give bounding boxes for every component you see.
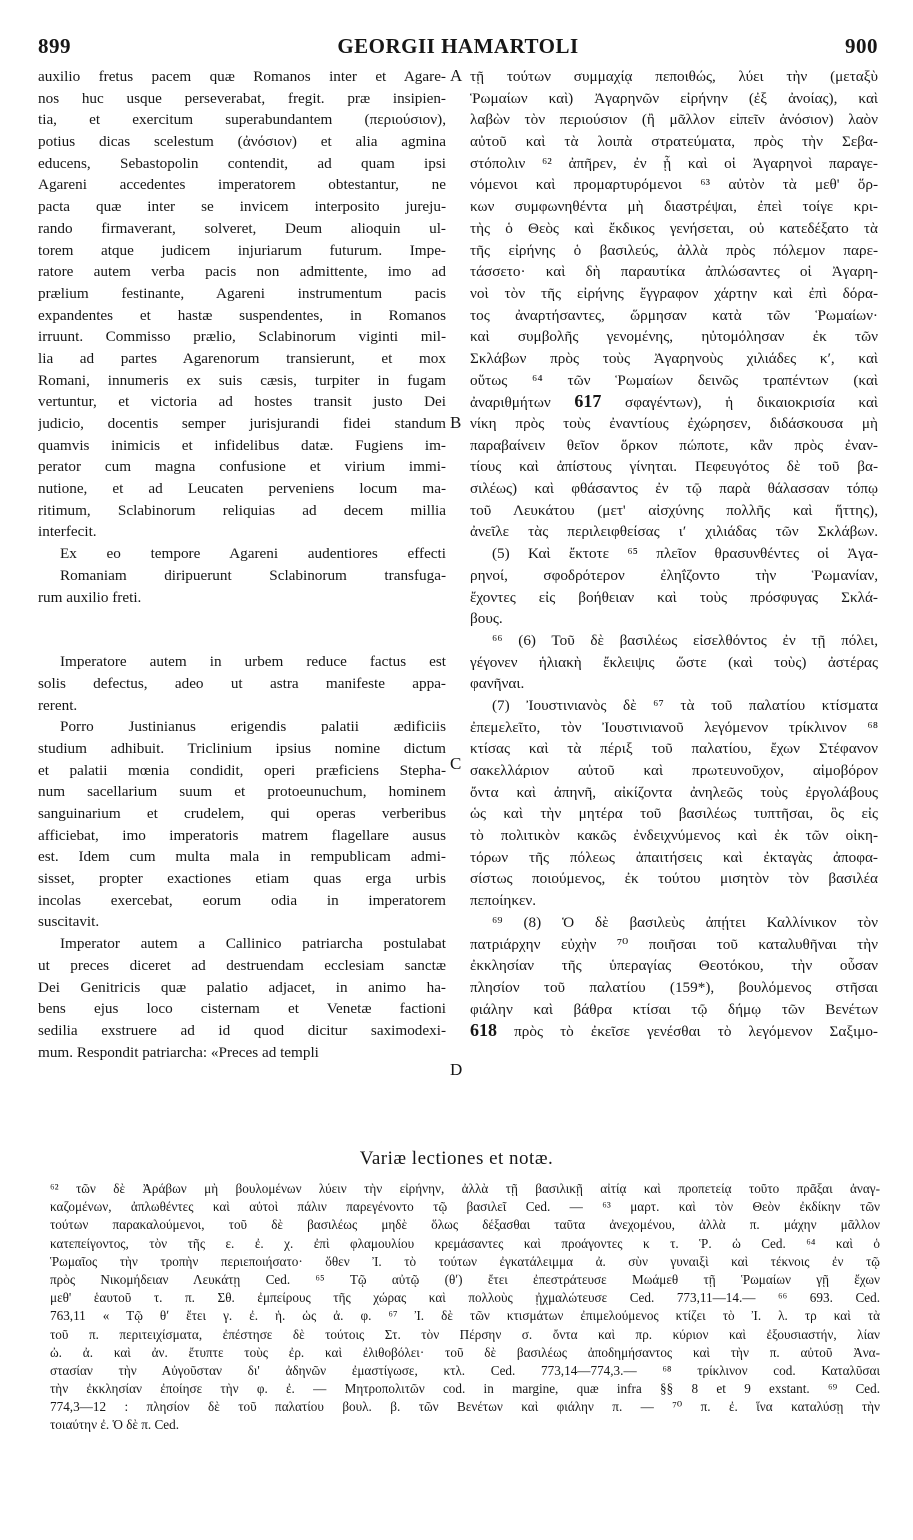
greek-text-line: κτίσας καὶ τὰ πέριξ τοῦ παλατίου, ἔχων Στέφανον: [470, 740, 878, 758]
footnote-line: τούτων παρακαλούμενοι, τοῦ δὲ βασιλέως μηδὲ ὅλως δέξασθαι ταῦτα ἀνεχομένου, ἀλλὰ π. μάχην μᾶλλον: [50, 1217, 880, 1233]
greek-text-line: ἀνεῖλε τὰς περιλειφθείσας ιʹ χιλιάδας τῶν Σκλάβων.: [470, 523, 878, 541]
footnote-line: Ῥωμαῖος τὴν τροπὴν περιεποιήσατο· ὅθεν Ἰ. τὸ τούτων ἐγκατάλειμμα ἀ. σὺν γυναιξὶ καὶ τέκνοις ἐν τῷ: [50, 1253, 880, 1269]
paragraph-gap: [38, 608, 446, 651]
greek-text-line: ἔχοντες εἰς βοήθειαν καὶ τοὺς πρόσφυγας Σκλά-: [470, 588, 878, 606]
margin-page-number: 618: [470, 1020, 497, 1041]
latin-column: [38, 66, 446, 1063]
latin-text-line: num sacellarium suum et protoeunuchum, hominem: [38, 783, 446, 801]
latin-text-line: lia ad partes Agarenorum transierunt, et mox: [38, 349, 446, 367]
latin-text-line: potius dicas scelestum (ἀνόσιον) et alia agmina: [38, 133, 446, 151]
margin-letter-d: D: [450, 1060, 463, 1079]
footnote-line: τοιαύτην ἐ. Ὁ δὲ π. Ced.: [50, 1417, 180, 1433]
page-number-left: 899: [38, 34, 71, 58]
greek-column: [470, 66, 878, 1042]
greek-text-line: ἐπεμελεῖτο, τὸν Ἰουστινιανοῦ λεγόμενον τρίκλινον ⁶⁸: [470, 718, 878, 736]
latin-text-line: irruunt. Commisso prælio, Sclabinorum viginti mil-: [38, 328, 446, 346]
latin-text-line: Romani, innumeris ex suis cæsis, turpiter in fugam: [38, 371, 446, 389]
latin-text-line: sedilia exstruere ad id quod dicitur saximodexi-: [38, 1021, 446, 1039]
footnote-line: στασίαν τὴν Αὐγοῦσταν δι' ἀδηνῶν ἐμαστίγωσε, κτλ. Ced. 773,14—774,3.— ⁶⁸ τρίκλινον cod. Καταλῦσαι: [50, 1362, 880, 1378]
greek-text-line: πλησίον τοῦ παλατίου (159*), βουλόμενος στῆσαι: [470, 978, 878, 996]
footnote-line: τὴν ἐκκλησίαν ἐποίησε τὴν φ. ἐ. — Μητροπολιτῶν cod. in margine, quæ infra §§ 8 et 9 exstant. ⁶⁹ Ced.: [50, 1381, 880, 1397]
latin-text-line: sanguinarium et crudelem, qui operas verberibus: [38, 805, 446, 822]
latin-text-line: rando firmaverant, solveret, Deum alioquin ul-: [38, 219, 446, 237]
greek-text-line: βους.: [470, 610, 503, 628]
footnote-line: πρὸς Νικομήδειαν Λευκάτῃ Ced. ⁶⁵ Τῷ αὐτῷ (θʹ) ἔτει ἐπεστράτευσε Μωάμεθ τῇ Ῥωμαίων γῇ ἔχων: [50, 1271, 880, 1287]
latin-text-line: quamvis inimicis et infidelibus datæ. Fugiens im-: [38, 436, 446, 454]
latin-text-line: torem atque judicem injuriarum futurum. Impe-: [38, 241, 446, 259]
greek-text-line: τῇ τούτων συμμαχίᾳ πεποιθώς, λύει τὴν (μεταξὺ: [470, 68, 878, 85]
latin-text-line: studium adhibuit. Triclinium ipsius nomine dictum: [38, 739, 446, 757]
latin-text-line: sisset, propter exactiones etiam quas erga urbis: [38, 870, 446, 888]
greek-text-line: σιλέως) καὶ φθάσαντος ἐν τῷ παρὰ θάλασσαν τόπῳ: [470, 480, 878, 498]
latin-text-line: interfecit.: [38, 523, 97, 541]
latin-text-line: judicio, docentis semper jurisjurandi fidei standum: [38, 415, 446, 432]
greek-text-line: τόρων τῆς πόλεως ἀπαιτήσεις καὶ ἐκταγὰς ἀποφα-: [470, 848, 878, 866]
greek-text-line: τος ἀναρτήσαντες, ὥρμησαν κατὰ τῶν Ῥωμαίων·: [470, 306, 878, 324]
latin-text-line: rum auxilio freti.: [38, 588, 142, 606]
greek-text-line: ρηνοί, σφοδρότερον ἐληΐζοντο τὴν Ῥωμανίαν,: [470, 566, 878, 584]
greek-text-line: οὕτως ⁶⁴ τῶν Ῥωμαίων δεινῶς τραπέντων (καὶ: [470, 371, 878, 389]
latin-text-line: afficiebat, imo imperatoris matrem flagellare ausus: [38, 826, 446, 844]
latin-text-line: ut preces diceret ad destruendam ecclesiam sanctæ: [38, 956, 446, 974]
greek-text-line: Ῥωμαίων καὶ) Ἀγαρηνῶν εἰρήνην (ἐξ ἀνοίας), καὶ: [470, 89, 878, 107]
greek-text-line: παραβαίνειν θεῖον ὅρκον πώποτε, κἂν πρὸς ἐναν-: [470, 436, 878, 454]
footnote-line: καζομένων, ἀπλωθέντες καὶ αὐτοὶ πάλιν παρεγένοντο τῷ βασιλεῖ Ced. — ⁶³ μαρτ. καὶ τὸν Θεὸν ἐκδίκην τῶν: [50, 1199, 880, 1215]
latin-text-line: prælium festinante, Agareni instrumentum pacis: [38, 284, 446, 302]
latin-text-line: pacta quæ inter se invicem interposito jureju-: [38, 198, 446, 216]
footnote-line: 763,11 « Τῷ θʹ ἔτει γ. ἐ. ἡ. ὡς ἀ. φ. ⁶⁷ Ἰ. δὲ τῶν κτισμάτων ἐπιμελούμενος κτίζει τὸ Ἰ. λ. τρ καὶ τὰ: [50, 1308, 880, 1324]
footnote-line: ὠ. ἀ. καὶ ἀν. ἔτυπτε τοὺς ἐρ. καὶ ἐλιθοβόλει· τοῦ δὲ βασιλέως ἀποδημήσαντος καὶ τὴν π. αὐτοῦ Ἀνα-: [50, 1344, 880, 1360]
latin-text-line: ratore autem verba pacis non admittente, imo ad: [38, 263, 446, 281]
margin-page-number: 617: [574, 391, 602, 412]
greek-text-line: τάσσετο· καὶ δὴ παραυτίκα ἀπλώσαντες οἱ Ἀγαρη-: [470, 263, 878, 281]
greek-text-line: στόπολιν ⁶² ἀπῆρεν, ἐν ᾗ καὶ οἱ Ἀγαρηνοὶ παραγε-: [470, 154, 878, 172]
latin-text-line: auxilio fretus pacem quæ Romanos inter et Agare-: [38, 68, 446, 85]
latin-text-line: mum. Respondit patriarcha: «Preces ad templi: [38, 1043, 319, 1061]
latin-text-line: vertuntur, et victoria ad hostes transit justo Dei: [38, 393, 446, 411]
greek-text-line: ὄντα καὶ ἀπηνῆ, αἰκίζοντα ἀνηλεῶς τοὺς ἐργολάβους: [470, 783, 878, 801]
greek-text-line: τὴς ὁ Θεὸς καὶ ἔκδικος γενήσεται, οὐ κατεδέξατο τὰ: [470, 219, 878, 237]
latin-text-line: Imperatore autem in urbem reduce factus est: [60, 653, 446, 671]
latin-text-line: Imperator autem a Callinico patriarcha postulabat: [60, 935, 446, 953]
greek-text-line: φανῆναι.: [470, 675, 525, 693]
greek-text-line: καὶ συμβολῆς γενομένης, ηὐτομόλησαν ἐκ τῶν: [470, 328, 878, 346]
latin-text-line: solis defectus, adeo ut astra manifeste appa-: [38, 674, 446, 692]
greek-text-line: τῆς εἰρήνης ὁ βασιλεύς, ἀλλὰ πρὸς πόλεμον παρε-: [470, 241, 878, 259]
margin-letter-c: C: [450, 754, 462, 773]
greek-text-line: νίκη πρὸς τοὺς ἐναντίους ἐχώρησεν, διδάσκουσα μὴ: [470, 415, 878, 432]
footnote-line: κατεπείγοντος, τὸν τῆς ε. ἐ. χ. ἐπὶ φλαμουλίου κρεμάσαντες καὶ προάγοντες κ τ. Ῥ. ὡ Ced. ⁶⁴ καὶ ὁ: [50, 1235, 880, 1251]
greek-text-line: νόμενοι καὶ προμαρτυρόμενοι ⁶³ αὐτὸν τὰ μεθ' ὅρ-: [470, 176, 878, 194]
margin-letter-a: A: [450, 66, 463, 85]
greek-text-line: Σκλάβων πρὸς τοὺς Ἀγαρηνοὺς χιλιάδες κʹ, καὶ: [470, 349, 878, 367]
greek-text-line: γέγονεν ἡλιακὴ ἔκλειψις ὥστε (καὶ τοὺς) ἀστέρας: [470, 653, 878, 671]
footnote-line: 774,3—12 : πλησίον δὲ τοῦ παλατίου βουλ. β. τῶν Βενέτων καὶ φιάλην π. — ⁷⁰ π. ἐ. ἵνα καταλύσῃ τὴν: [50, 1399, 880, 1415]
latin-text-line: perator cum magna confusione et virium immi-: [38, 458, 446, 476]
running-title: GEORGII HAMARTOLI: [337, 34, 579, 58]
greek-text-line: ⁶⁶ (6) Τοῦ δὲ βασιλέως εἰσελθόντος ἐν τῇ πόλει,: [492, 631, 878, 649]
page-header: [38, 34, 878, 60]
greek-text-line: 618 πρὸς τὸ ἐκεῖσε γενέσθαι τὸ λεγόμενον Σαξιμο-: [470, 1020, 878, 1041]
latin-text-line: Porro Justinianus erigendis palatii ædificiis: [60, 718, 446, 736]
latin-text-line: Romaniam diripuerunt Sclabinorum transfuga-: [60, 566, 446, 584]
latin-text-line: est. Idem cum multa mala in rempublicam admi-: [38, 848, 446, 866]
greek-text-line: σακελλάριον αὐτοῦ καὶ πρωτευνοῦχον, αἱμοβόρον: [470, 762, 878, 779]
greek-text-line: τίους καὶ ἀπίστους γίνηται. Πεφευγότος δὲ τοῦ βα-: [470, 458, 878, 476]
greek-text-line: ἐκκλησίαν τῆς ὑπεραγίας Θεοτόκου, τὴν οὖσαν: [470, 957, 878, 975]
latin-text-line: Ex eo tempore Agareni audentiores effecti: [60, 545, 446, 563]
latin-text-line: Dei Genitricis quæ palatio adjacet, in animo ha-: [38, 978, 446, 996]
latin-text-line: Agareni accedentes imperatorem obtestantur, ne: [38, 176, 446, 194]
footnote-line: μεθ' ἑαυτοῦ τ. π. Σθ. ἐμπείρους τῆς χώρας καὶ πολλοὺς ᾐχμαλώτευσε Ced. 773,11—14.— ⁶⁶ 693. Ced.: [50, 1290, 880, 1306]
greek-text-line: (7) Ἰουστινιανὸς δὲ ⁶⁷ τὰ τοῦ παλατίου κτίσματα: [492, 696, 878, 714]
notes-heading: Variæ lectiones et notæ.: [359, 1148, 554, 1169]
greek-text-line: κων συμφωνηθέντα μὴ διαστρέψαι, ἐπεὶ τοίγε κρι-: [470, 198, 878, 216]
latin-text-line: incolas exercebat, eorum odia in imperatorem: [38, 891, 446, 909]
latin-text-line: tia, et exercitum superabundantem (περιούσιον),: [38, 111, 446, 129]
greek-text-line: λαβὼν τὸν περιούσιον (ἢ μᾶλλον εἰπεῖν ἀνόσιον) λαὸν: [470, 111, 878, 129]
footnote-line: ⁶² τῶν δὲ Ἀράβων μὴ βουλομένων λύειν τὴν εἰρήνην, ἀλλὰ τῇ βασιλικῇ αἰτίᾳ καὶ προπετείᾳ τοῦτο πρᾶξαι ἀναγ-: [50, 1181, 880, 1196]
greek-text-line: τὸ πολιτικὸν κακῶς ἐνδειχνύμενος καὶ ἐκ τῶν οἰκη-: [470, 827, 878, 845]
greek-text-line: τοῦ Λευκάτου (μετ' αἰσχύνης πολλῆς καὶ ἥττης),: [470, 501, 878, 519]
footnotes: [50, 1180, 880, 1435]
greek-text-line: νοὶ τὸν τῆς εἰρήνης ἔγγραφον χάρτην καὶ ἐπὶ δόρα-: [470, 284, 878, 302]
greek-text-line: (5) Καὶ ἔκτοτε ⁶⁵ πλεῖον θρασυνθέντες οἱ Ἀγα-: [492, 545, 878, 563]
latin-text-line: et palatii mœnia condidit, operi præficiens Stepha-: [38, 761, 446, 779]
greek-text-line: ὡς καὶ τὴν μητέρα τοῦ βασιλέως τυπτῆσαι, ὃς εἰς: [470, 805, 878, 823]
latin-text-line: educens, Sebastopolin contendit, ad quam ipsi: [38, 154, 446, 172]
greek-text-line: αὐτοῦ καὶ τὰ λοιπὰ στρατεύματα, πρὸς τὴν Σεβα-: [470, 133, 878, 151]
margin-letter-b: B: [450, 413, 462, 432]
greek-text-line: σίστως ποιούμενος, ἐκ τούτου μισητὸν τὸν βασιλέα: [470, 870, 878, 888]
latin-text-line: nos huc usque perseverabat, fregit. præ insipien-: [38, 89, 446, 107]
latin-text-line: bens ejus loco cisternam et Venetæ factioni: [38, 1000, 446, 1018]
latin-text-line: rerent.: [38, 696, 78, 714]
greek-text-line: πατριάρχην εὐχὴν ⁷⁰ ποιῆσαι τοῦ καταλυθῆναι τὴν: [470, 935, 878, 953]
greek-text-line: πεποίηκεν.: [470, 892, 537, 910]
page-number-right: 900: [845, 34, 878, 58]
footnote-line: τοῦ π. περιτειχίσματα, ἐπέστησε δὲ τούτοις Στ. τὸν Πέρσην σ. ὄντα καὶ πρ. κύριον καὶ ἐξουσιαστήν, λίαν: [50, 1326, 880, 1342]
greek-text-line: φιάλην καὶ βάθρα κτίσαι τῷ δήμῳ τῶν Βενέτων: [470, 1000, 878, 1018]
latin-text-line: expandentes et hastæ suspendentes, in Romanos: [38, 306, 446, 324]
latin-text-line: ritimum, Sclabinorum reliquias ad decem millia: [38, 501, 446, 519]
greek-text-line: ⁶⁹ (8) Ὁ δὲ βασιλεὺς ἀπῄτει Καλλίνικον τὸν: [492, 913, 878, 931]
latin-text-line: nutione, et ad Leucaten perveniens locum ma-: [38, 480, 446, 498]
greek-text-line: ἀναριθμήτων 617 σφαγέντων), ἡ δικαιοκρισία καὶ: [470, 391, 878, 412]
latin-text-line: suscitavit.: [38, 913, 100, 931]
